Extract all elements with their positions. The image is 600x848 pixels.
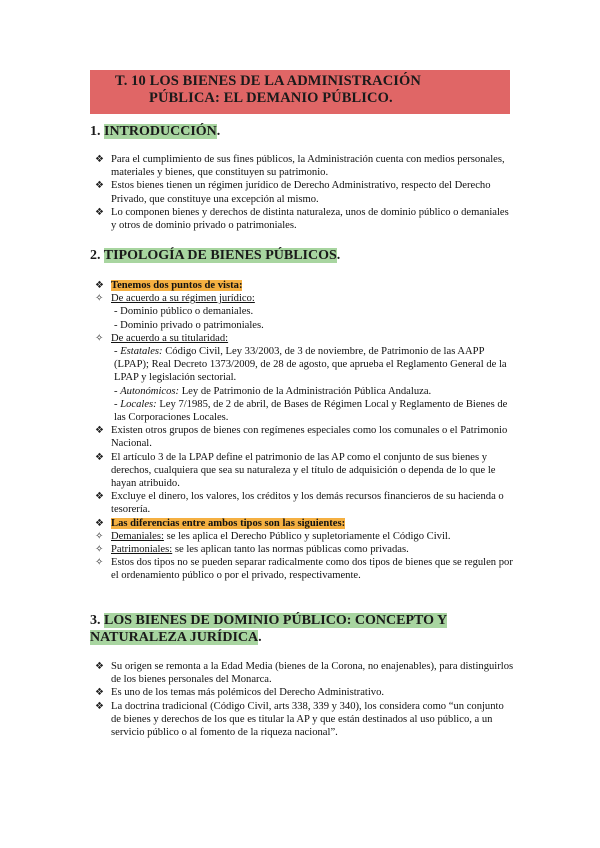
diamond-bullet-icon: ❖ [95,451,104,463]
list-item: ❖ Su origen se remonta a la Edad Media (bienes de la Corona, no enajenables), para distinguirlos de los bienes personales del Monarca. [95,661,514,686]
section-1-heading: 1. INTRODUCCIÓN. [90,124,221,139]
diamond-bullet-icon: ❖ [95,206,104,218]
section-3-heading: 3. LOS BIENES DE DOMINIO PÚBLICO: CONCEPTO Y NATURALEZA JURÍDICA. [90,613,448,645]
diamond-bullet-icon: ❖ [95,280,104,291]
document-title [90,70,510,114]
regimen-option: - Dominio privado o patrimoniales. [114,319,264,331]
section-3-list [95,660,515,739]
outline-diamond-bullet-icon: ✧ [95,557,104,569]
regimen-option: - Dominio público o demaniales. [114,306,254,318]
title-line-2: PÚBLICA: EL DEMANIO PÚBLICO. [149,90,393,106]
list-item: ❖ Es uno de los temas más polémicos del Derecho Administrativo. [95,687,385,699]
diamond-bullet-icon: ❖ [95,700,104,712]
list-item: ❖ Las diferencias entre ambos tipos son las siguientes: [95,517,346,529]
list-item: ❖ Lo componen bienes y derechos de distinta naturaleza, unos de dominio público o demaniales y otros de dominio privado o patrimoniales. [95,206,509,232]
diamond-bullet-icon: ❖ [95,180,104,192]
list-item: ✧ De acuerdo a su titularidad: [95,332,229,344]
section-1-list [95,153,515,232]
list-item: ✧ Patrimoniales: se les aplican tanto las normas públicas como privadas. [95,544,409,556]
list-item: ✧ Demaniales: se les aplica el Derecho Público y supletoriamente el Código Civil. [95,530,451,542]
list-item: ✧ De acuerdo a su régimen jurídico: [95,293,255,305]
diamond-bullet-icon: ❖ [95,517,104,529]
outline-diamond-bullet-icon: ✧ [95,293,104,305]
list-item: ❖ Estos bienes tienen un régimen jurídico de Derecho Administrativo, respecto del Derecho Privado, que constituye una excepción al mismo. [95,180,491,205]
titularidad-estatales: - Estatales: Código Civil, Ley 33/2003, de 3 de noviembre, de Patrimonio de las AAPP (LPAP); Real Decreto 1373/2009, de 28 de agosto, que aprueba el Reglamento General de la LPAP y legislación sectorial. [114,346,507,384]
diamond-bullet-icon: ❖ [95,154,104,165]
outline-diamond-bullet-icon: ✧ [95,530,104,542]
title-line-1: T. 10 LOS BIENES DE LA ADMINISTRACIÓN [115,73,421,89]
diamond-bullet-icon: ❖ [95,687,104,699]
list-item: ❖ La doctrina tradicional (Código Civil, arts 338, 339 y 340), los considera como “un conjunto de bienes y derechos de los que es titular la AP y que están destinados al uso público, a un servicio público o al fomento de la riqueza nacional”. [95,700,504,739]
list-item: ✧ Estos dos tipos no se pueden separar radicalmente como dos tipos de bienes que se regulen por el ordenamiento público o por el privado, respectivamente. [95,557,513,582]
list-item: ❖ Excluye el dinero, los valores, los créditos y los demás recursos financieros de su hacienda o tesorería. [95,491,504,516]
diamond-bullet-icon: ❖ [95,491,104,503]
list-item: ❖ El artículo 3 de la LPAP define el patrimonio de las AP como el conjunto de sus bienes y derechos, cualquiera que sea su naturaleza y el título de adquisición o dependa de lo que le hayan atribuido. [95,451,496,490]
outline-diamond-bullet-icon: ✧ [95,544,104,556]
titularidad-autonomicos: - Autonómicos: Ley de Patrimonio de la Administración Pública Andaluza. [114,385,432,397]
list-item: ❖ Tenemos dos puntos de vista: [95,280,243,291]
section-2-list [95,279,515,583]
titularidad-locales: - Locales: Ley 7/1985, de 2 de abril, de Bases de Régimen Local y Reglamento de Bienes de las Corporaciones Locales. [114,398,508,424]
diamond-bullet-icon: ❖ [95,661,104,672]
list-item: ❖ Para el cumplimiento de sus fines públicos, la Administración cuenta con medios personales, materiales y bienes, que constituyen su patrimonio. [95,154,505,179]
diamond-bullet-icon: ❖ [95,425,104,437]
section-2-heading: 2. TIPOLOGÍA DE BIENES PÚBLICOS. [90,248,341,263]
list-item: ❖ Existen otros grupos de bienes con regímenes especiales como los comunales o el Patrimonio Nacional. [95,425,508,450]
outline-diamond-bullet-icon: ✧ [95,332,104,344]
